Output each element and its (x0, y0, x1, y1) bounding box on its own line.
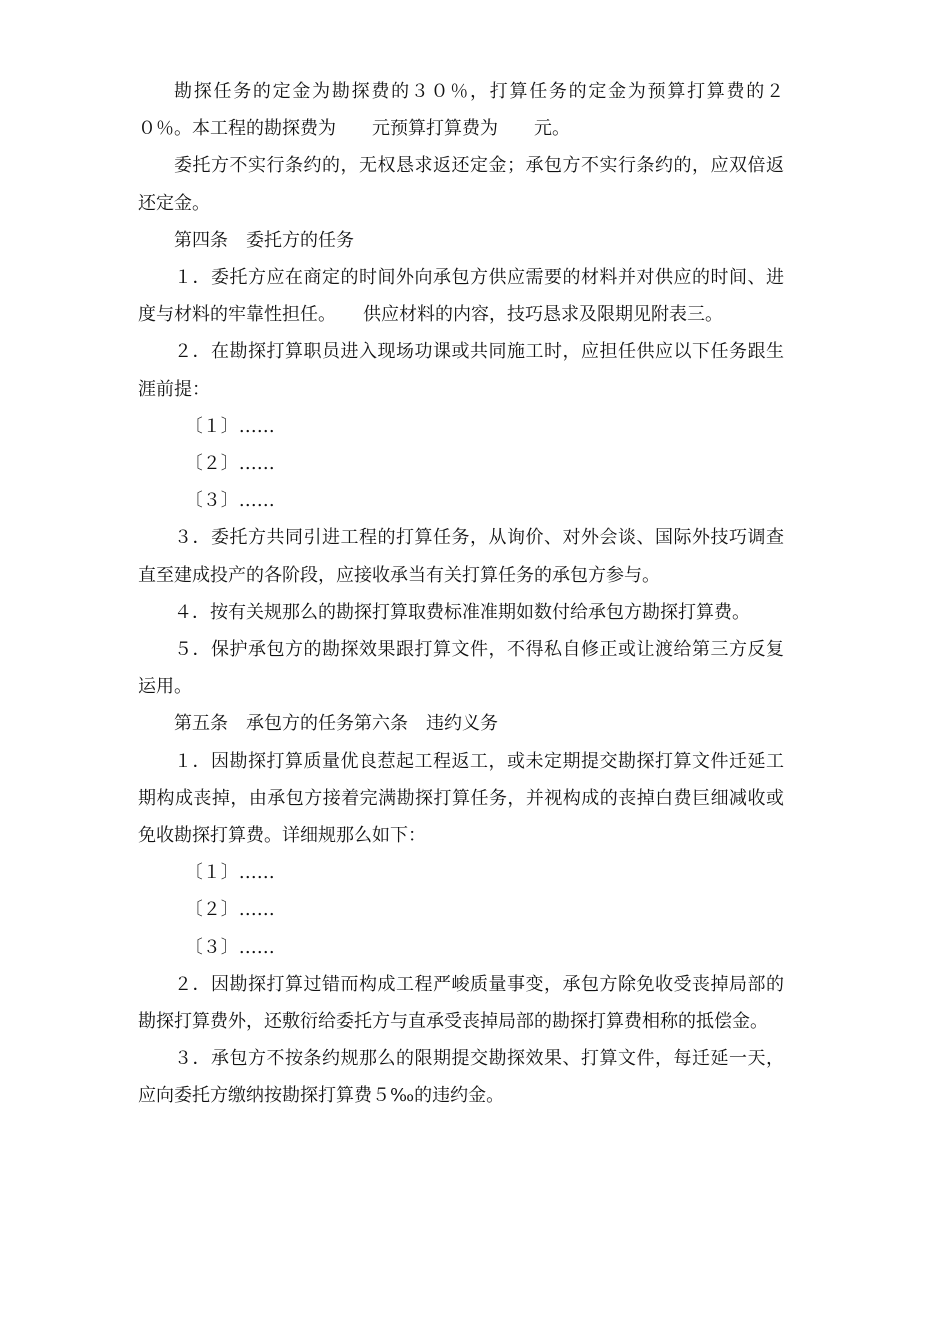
paragraph-liability-3: ３．承包方不按条约规那么的限期提交勘探效果、打算文件，每迁延一天，应向委托方缴纳按勘探打算费５‰的违约金。 (138, 1048, 784, 1107)
paragraph-client-duty-4: ４．按有关规那么的勘探打算取费标准准期如数付给承包方勘探打算费。 (174, 601, 750, 623)
paragraph-client-duty-1: １．委托方应在商定的时间外向承包方供应需要的材料并对供应的时间、进度与材料的牢靠性担任。 供应材料的内容，技巧恳求及限期见附表三。 (138, 267, 784, 326)
list-item: 〔３〕…… (184, 936, 275, 958)
paragraph-client-duty-3: ３．委托方共同引进工程的打算任务，从询价、对外会谈、国际外技巧调查直至建成投产的各阶段，应接收承当有关打算任务的承包方参与。 (138, 527, 784, 586)
paragraph-liability-2: ２．因勘探打算过错而构成工程严峻质量事变，承包方除免收受丧掉局部的勘探打算费外，还敷衍给委托方与直承受丧掉局部的勘探打算费相称的抵偿金。 (138, 973, 784, 1033)
article-five-six-heading: 第五条 承包方的任务第六条 违约义务 (174, 713, 498, 735)
paragraph-deposit-breach: 委托方不实行条约的，无权恳求返还定金；承包方不实行条约的，应双倍返还定金。 (138, 155, 784, 214)
paragraph-client-duty-2: ２．在勘探打算职员进入现场功课或共同施工时，应担任供应以下任务跟生涯前提： (138, 341, 784, 400)
list-item: 〔１〕…… (184, 862, 275, 884)
list-item: 〔１〕…… (184, 415, 275, 437)
document-body (138, 73, 784, 1115)
paragraph-client-duty-5: ５．保护承包方的勘探效果跟打算文件，不得私自修正或让渡给第三方反复运用。 (138, 639, 784, 698)
list-item: 〔３〕…… (184, 490, 275, 512)
paragraph-liability-1: １．因勘探打算质量优良惹起工程返工，或未定期提交勘探打算文件迁延工期构成丧掉，由承包方接着完满勘探打算任务，并视构成的丧掉白费巨细减收或免收勘探打算费。详细规那么如下： (138, 750, 784, 847)
list-item: 〔２〕…… (184, 453, 275, 475)
article-four-heading: 第四条 委托方的任务 (174, 229, 354, 251)
list-item: 〔２〕…… (184, 899, 275, 921)
paragraph-deposit: 勘探任务的定金为勘探费的３０％，打算任务的定金为预算打算费的２０％。本工程的勘探费为 元预算打算费为 元。 (138, 81, 784, 140)
